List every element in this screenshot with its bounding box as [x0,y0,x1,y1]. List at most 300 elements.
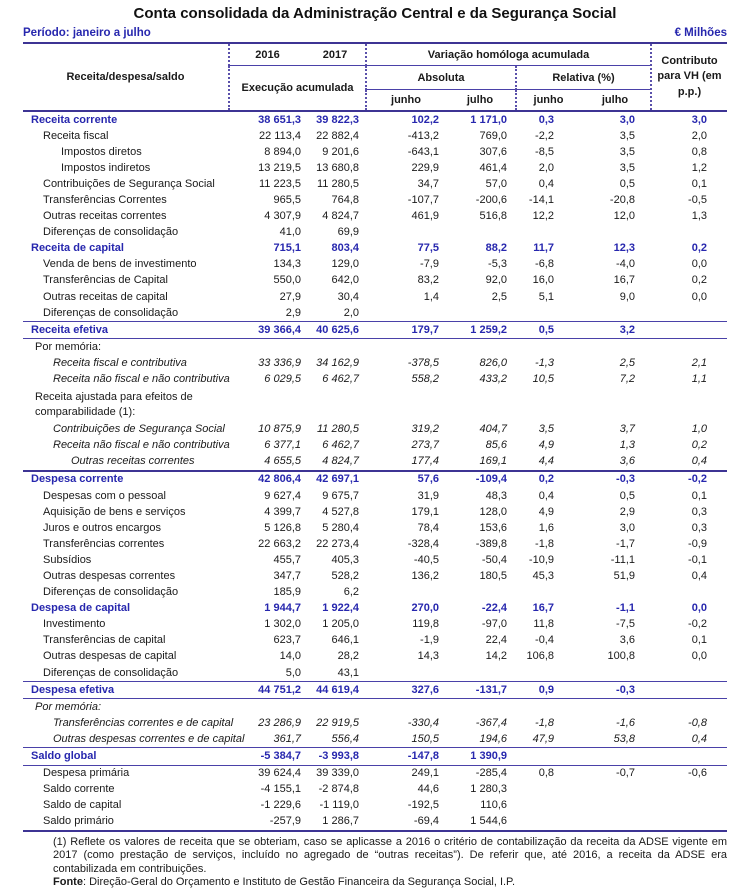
row-value: -192,5 [407,799,439,812]
row-label: Contribuições de Segurança Social [43,177,215,190]
row-value: 0,2 [691,439,707,452]
row-value: 12,2 [532,210,554,223]
row-value: 9,0 [619,290,635,303]
row-value: 0,4 [538,177,554,190]
row-value: 179,1 [411,505,439,518]
row-value: 0,1 [691,634,707,647]
row-value: -5 384,7 [260,750,301,763]
footnote-note: (1) Reflete os valores de receita que se obteriam, caso se aplicasse a 2016 o critério de contabilização da receita da ADSE vigente em 2017 (como prestação de serviços, incluído no agregado de “outras receitas”). De referir que, até 2016, a receita da ADSE era contabilizada em contribuições. [53,835,727,875]
row-value: 51,9 [613,569,635,582]
row-value: -20,8 [609,194,635,207]
page-title: Conta consolidada da Administração Central e da Segurança Social [133,5,617,22]
row-value: 22,4 [485,634,507,647]
table-row [23,681,727,699]
row-value: 6 462,7 [322,439,359,452]
row-label: Impostos indiretos [61,161,151,174]
header-absolute-label: Absoluta [365,66,515,90]
row-value: 16,7 [613,274,635,287]
row-value: -3 993,8 [318,750,359,763]
row-value: 11 223,5 [258,177,301,190]
row-value: 136,2 [411,569,439,582]
row-value: 404,7 [479,423,507,436]
row-value: 180,5 [479,569,507,582]
row-label: Venda de bens de investimento [43,258,197,271]
row-value: 43,1 [337,666,359,679]
row-value: -0,7 [616,767,635,780]
header-abs-junho: junho [365,90,445,110]
header-year-2017: 2017 [305,44,365,66]
table-row [23,520,727,536]
row-value: 1,2 [691,161,707,174]
row-value: 1 390,9 [470,750,507,763]
row-value: 0,4 [538,489,554,502]
row-value: 28,2 [337,650,359,663]
row-value: 12,0 [613,210,635,223]
row-value: 83,2 [417,274,439,287]
row-value: -0,8 [688,716,707,729]
row-value: 0,0 [691,650,707,663]
row-value: 194,6 [479,732,507,745]
table-row [23,160,727,176]
row-value: 550,0 [273,274,301,287]
row-value: 85,6 [485,439,507,452]
table-row [23,209,727,225]
row-label: Receita de capital [31,242,124,255]
row-value: 11,8 [533,618,554,631]
row-value: -0,6 [688,767,707,780]
row-value: 10 875,9 [258,423,301,436]
row-value: 6 377,1 [264,439,301,452]
row-label: Por memória: [35,340,102,353]
row-value: 433,2 [479,373,507,386]
table-row [23,814,727,830]
table-row [23,552,727,568]
row-value: 1,4 [423,290,439,303]
row-value: 2,9 [619,505,635,518]
table-row [23,649,727,665]
row-value: 110,6 [480,799,507,812]
row-value: 0,4 [691,569,707,582]
row-value: 3,6 [619,455,635,468]
row-value: 10,5 [532,373,554,386]
row-value: 16,0 [532,274,554,287]
row-value: 39 822,3 [316,113,359,126]
row-value: 4 307,9 [264,210,301,223]
row-value: 3,5 [538,423,554,436]
row-label: Juros e outros encargos [43,521,162,534]
row-value: 134,3 [273,258,301,271]
row-value: 119,8 [412,618,439,631]
row-value: 273,7 [411,439,439,452]
row-label: Subsídios [43,553,92,566]
table-row [23,241,727,257]
row-value: 22 113,4 [258,129,301,142]
table-row [23,665,727,681]
table-row [23,585,727,601]
row-value: 102,2 [411,113,439,126]
row-value: 3,2 [619,323,635,336]
row-value: 347,7 [273,569,301,582]
row-value: 129,0 [331,258,359,271]
row-value: 1,0 [691,423,707,436]
header-exec-label: Execução acumulada [228,66,365,110]
row-value: -1 119,0 [319,799,359,812]
row-label: Despesa efetiva [31,683,115,696]
row-value: 8 894,0 [264,145,301,158]
row-value: -0,5 [688,194,707,207]
row-value: 38 651,3 [258,113,301,126]
table-row [23,112,727,128]
row-value: 327,6 [411,683,439,696]
row-value: 0,3 [538,113,554,126]
table-row [23,504,727,520]
row-label: Investimento [43,618,106,631]
row-value: 27,9 [279,290,301,303]
row-value: 23 286,9 [258,716,301,729]
table-row [23,601,727,617]
row-value: 646,1 [331,634,359,647]
table-row [23,422,727,438]
unit-label: € Milhões [674,27,727,39]
table-row [23,144,727,160]
row-value: 169,1 [479,455,507,468]
header-rel-julho: julho [601,94,629,106]
row-label: Saldo global [31,750,97,763]
row-label: Outras despesas correntes [43,569,176,582]
header-row-label: Receita/despesa/saldo [66,71,185,83]
row-value: 558,2 [411,373,439,386]
row-value: 11 280,5 [316,423,359,436]
row-label: Receita fiscal e contributiva [53,356,187,369]
row-value: -200,6 [475,194,507,207]
row-label: Transferências correntes e de capital [53,716,234,729]
row-value: 13 680,8 [316,161,359,174]
row-value: 2,5 [491,290,507,303]
table-row [23,305,727,321]
row-value: 44 619,4 [316,683,359,696]
row-value: -2 874,8 [318,783,359,796]
row-label: Receita não fiscal e não contributiva [53,439,230,452]
header-rel-junho: junho [515,90,580,110]
row-value: 528,2 [331,569,359,582]
footnote-source-text: : Direção-Geral do Orçamento e Instituto de Gestão Financeira da Segurança Social, I.P. [82,876,516,889]
report-page [15,0,735,890]
row-value: 16,7 [532,602,554,615]
row-value: 0,2 [538,473,554,486]
row-label: Saldo de capital [43,799,122,812]
header-relative-label: Relativa (%) [515,66,650,90]
row-value: 0,2 [691,274,707,287]
row-value: 47,9 [532,732,554,745]
row-value: 1,6 [538,521,554,534]
row-label: Transferências correntes [43,537,165,550]
row-value: 5,0 [285,666,301,679]
row-value: 33 336,9 [258,356,301,369]
row-label: Diferenças de consolidação [43,586,179,599]
footnote-source-label: Fonte [53,876,83,889]
row-value: -1,8 [535,716,554,729]
row-value: 39 339,0 [316,767,359,780]
row-value: 461,9 [411,210,439,223]
row-value: 0,2 [691,242,707,255]
row-value: -7,5 [616,618,635,631]
row-value: -4 155,1 [260,783,301,796]
table-body [23,112,727,832]
row-value: -285,4 [475,767,507,780]
row-value: 3,0 [691,113,707,126]
row-value: -1,3 [535,356,554,369]
row-value: 1,1 [691,373,707,386]
row-value: 556,4 [331,732,359,745]
row-value: 3,5 [619,129,635,142]
row-label: Receita efetiva [31,323,109,336]
row-value: 0,5 [538,323,554,336]
row-value: -1,6 [616,716,635,729]
row-value: -2,2 [535,129,554,142]
row-label: Transferências de capital [43,634,166,647]
row-value: -131,7 [475,683,507,696]
period-bar [23,27,727,44]
row-label: Receita fiscal [43,129,109,142]
row-label: Outras receitas correntes [71,455,195,468]
row-value: -7,9 [420,258,439,271]
row-value: 2,0 [343,306,359,319]
row-value: -0,2 [688,618,707,631]
row-value: 34 162,9 [316,356,359,369]
row-value: 3,7 [619,423,635,436]
row-value: -330,4 [407,716,439,729]
row-value: -389,8 [475,537,507,550]
row-value: 3,0 [619,113,635,126]
table-row [23,731,727,747]
row-label: Despesa primária [43,767,130,780]
row-value: 361,7 [273,732,301,745]
row-label: Aquisição de bens e serviços [43,505,186,518]
row-label: Receita não fiscal e não contributiva [53,373,230,386]
row-value: 41,0 [279,226,301,239]
row-value: 30,4 [337,290,359,303]
row-value: 45,3 [532,569,554,582]
row-value: -413,2 [407,129,439,142]
row-value: 1 922,4 [322,602,359,615]
row-label: Diferenças de consolidação [43,226,179,239]
row-value: -147,8 [407,750,439,763]
footnote [23,832,727,890]
header-abs-julho: julho [466,94,494,106]
row-value: 405,3 [331,553,359,566]
row-value: -40,5 [413,553,439,566]
row-value: 1 286,7 [322,815,359,828]
row-value: 185,9 [273,586,301,599]
row-value: 0,0 [691,290,707,303]
row-value: 7,2 [619,373,635,386]
row-value: 6,2 [343,586,359,599]
row-value: 39 366,4 [258,323,301,336]
row-value: 106,8 [526,650,554,663]
row-value: 6 029,5 [264,373,301,386]
table-row [23,192,727,208]
row-value: -643,1 [407,145,439,158]
row-value: 2,9 [285,306,301,319]
row-value: 455,7 [273,553,301,566]
row-value: 69,9 [337,226,359,239]
row-value: 40 625,6 [316,323,359,336]
row-value: 14,3 [417,650,439,663]
row-value: 0,8 [538,767,554,780]
row-value: 42 806,4 [258,473,301,486]
row-value: -50,4 [481,553,507,566]
table-row [23,747,727,765]
row-value: 3,5 [619,161,635,174]
table-row [23,225,727,241]
row-value: 965,5 [273,194,301,207]
row-label: Diferenças de consolidação [43,666,179,679]
row-value: 22 919,5 [316,716,359,729]
row-value: 803,4 [331,242,359,255]
row-value: 44,6 [417,783,439,796]
row-value: 39 624,4 [258,767,301,780]
row-label: Por memória: [35,700,102,713]
row-label: Impostos diretos [61,145,142,158]
table-row [23,766,727,782]
row-value: 4 824,7 [322,455,359,468]
row-value: -0,1 [688,553,707,566]
table-row [23,176,727,192]
row-value: -328,4 [407,537,439,550]
table-row [23,372,727,388]
row-value: 249,1 [411,767,439,780]
header-year-2016: 2016 [228,44,305,66]
row-value: 0,1 [691,177,707,190]
table-row [23,257,727,273]
row-value: -11,1 [610,553,635,566]
row-value: -22,4 [481,602,507,615]
row-value: 150,5 [411,732,439,745]
row-label: Receita corrente [31,113,118,126]
row-value: 0,5 [619,177,635,190]
table-row [23,798,727,814]
row-value: 57,6 [417,473,439,486]
row-value: 642,0 [331,274,359,287]
row-value: 4,9 [538,439,554,452]
row-value: 2,0 [538,161,554,174]
row-value: 229,9 [411,161,439,174]
row-value: 0,0 [691,258,707,271]
table-row [23,289,727,305]
row-value: 42 697,1 [316,473,359,486]
row-value: 826,0 [479,356,507,369]
row-value: 0,3 [691,521,707,534]
row-label: Outras despesas correntes e de capital [53,732,245,745]
table-row [23,388,727,422]
row-value: 0,5 [619,489,635,502]
row-value: -5,3 [488,258,507,271]
row-value: 9 627,4 [264,489,301,502]
row-value: 11,7 [533,242,554,255]
row-value: -257,9 [269,815,301,828]
row-value: 1 302,0 [264,618,301,631]
row-value: 5 280,4 [322,521,359,534]
row-value: 13 219,5 [258,161,301,174]
row-value: -367,4 [475,716,507,729]
row-value: 179,7 [411,323,439,336]
row-label: Outras receitas de capital [43,290,168,303]
row-value: 77,5 [417,242,439,255]
row-label: Despesas com o pessoal [43,489,166,502]
row-value: -1,7 [616,537,635,550]
row-value: 3,0 [619,521,635,534]
row-value: 764,8 [331,194,359,207]
row-value: -0,3 [616,683,635,696]
table-row [23,438,727,454]
row-value: 22 663,2 [258,537,301,550]
row-value: 1 205,0 [322,618,359,631]
row-value: 92,0 [485,274,507,287]
table-row [23,782,727,798]
table-row [23,488,727,504]
row-label: Saldo corrente [43,783,115,796]
row-value: 2,5 [619,356,635,369]
row-value: -0,9 [688,537,707,550]
row-value: 57,0 [485,177,507,190]
table-header [23,44,727,112]
row-value: -107,7 [407,194,439,207]
row-value: 22 882,4 [316,129,359,142]
row-value: 1,3 [691,210,707,223]
row-value: 100,8 [607,650,635,663]
row-value: 715,1 [273,242,301,255]
row-value: 3,5 [619,145,635,158]
table-row [23,699,727,715]
row-value: -6,8 [535,258,554,271]
row-value: 6 462,7 [322,373,359,386]
row-value: -4,0 [616,258,635,271]
row-value: -10,9 [528,553,554,566]
row-value: 0,4 [691,455,707,468]
row-value: 1,3 [619,439,635,452]
row-value: 4,4 [538,455,554,468]
row-value: 9 675,7 [322,489,359,502]
row-value: 14,0 [279,650,301,663]
row-value: -14,1 [528,194,554,207]
row-value: 177,4 [411,455,439,468]
row-value: 31,9 [417,489,439,502]
header-variation-label: Variação homóloga acumulada [365,44,650,66]
row-value: 516,8 [479,210,507,223]
row-value: 1 544,6 [470,815,507,828]
row-label: Receita ajustada para efeitos de comparabilidade (1): [35,390,193,418]
row-label: Diferenças de consolidação [43,306,179,319]
row-value: 4 399,7 [264,505,301,518]
row-value: 4 655,5 [264,455,301,468]
table-row [23,633,727,649]
row-value: 1 280,3 [470,783,507,796]
row-value: 34,7 [417,177,439,190]
table-row [23,715,727,731]
table-row [23,617,727,633]
table-row [23,470,727,488]
period-label: Período: janeiro a julho [23,27,151,39]
footnote-source [53,876,727,890]
row-label: Outras despesas de capital [43,650,177,663]
row-value: 270,0 [411,602,439,615]
row-value: 78,4 [417,521,439,534]
row-value: 461,4 [479,161,507,174]
row-value: 3,6 [619,634,635,647]
row-value: 4 824,7 [322,210,359,223]
row-value: 0,4 [691,732,707,745]
row-label: Contribuições de Segurança Social [53,423,225,436]
